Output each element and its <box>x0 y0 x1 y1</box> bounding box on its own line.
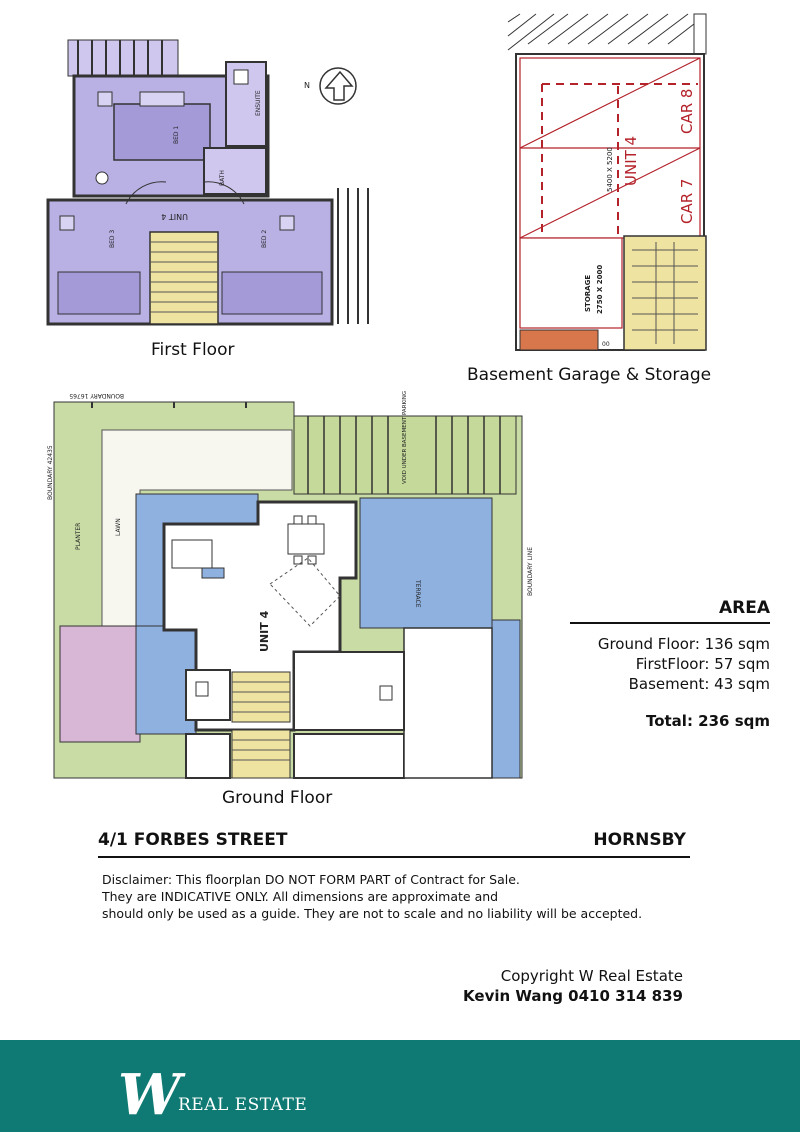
street-address: 4/1 FORBES STREET <box>98 830 288 850</box>
disclaimer-line: Disclaimer: This floorplan DO NOT FORM PART of Contract for Sale. <box>102 872 520 887</box>
brand-name: REAL ESTATE <box>178 1095 308 1115</box>
bed1-label: BED 1 <box>173 125 180 144</box>
total-area: Total: 236 sqm <box>645 712 770 730</box>
bath-label: BATH <box>219 170 226 186</box>
suburb: HORNSBY <box>593 830 686 850</box>
boundary-left-label: BOUNDARY 42435 <box>47 445 54 500</box>
brand-logo-mark: W <box>118 1062 177 1128</box>
planter-label: PLANTER <box>75 522 82 550</box>
ensuite-label: ENSUITE <box>255 90 262 116</box>
first-floor-caption: First Floor <box>151 340 235 360</box>
disclaimer-line: should only be used as a guide. They are not to scale and no liability will be accepted. <box>102 906 643 921</box>
basement-unit-label: UNIT 4 <box>622 135 640 186</box>
north-label: N <box>304 81 310 90</box>
first-floor-area: FirstFloor: 57 sqm <box>635 655 770 673</box>
copyright-text: Copyright W Real Estate <box>500 967 683 985</box>
ground-floor-unit-label: UNIT 4 <box>258 610 271 652</box>
basement-caption: Basement Garage & Storage <box>467 365 712 385</box>
storage-label: STORAGE <box>584 274 592 312</box>
car7-label: CAR 7 <box>678 178 696 224</box>
ground-floor-caption: Ground Floor <box>222 788 333 808</box>
terrace-label: TERRACE <box>414 580 421 608</box>
boundary-right-label: BOUNDARY LINE <box>527 547 534 596</box>
first-floor-unit-label: UNIT 4 <box>161 212 188 221</box>
disclaimer <box>102 871 702 922</box>
copyright-block <box>463 966 683 1006</box>
basement-plan <box>508 14 718 350</box>
basement-corner-label: 00 <box>602 341 610 348</box>
lawn-label: LAWN <box>115 518 122 536</box>
garage-dims-label: 5400 X 5200 <box>606 147 614 192</box>
bed2-label: BED 2 <box>261 229 268 248</box>
bed3-label: BED 3 <box>109 229 116 248</box>
disclaimer-line: They are INDICATIVE ONLY. All dimensions are approximate and <box>102 889 499 904</box>
footer-banner <box>0 1040 800 1132</box>
first-floor-plan <box>44 36 380 328</box>
storage-dims-label: 2750 X 2000 <box>596 264 604 314</box>
area-title: AREA <box>570 598 770 624</box>
car8-label: CAR 8 <box>678 88 696 134</box>
ground-floor-plan <box>46 390 534 782</box>
area-summary <box>570 598 770 730</box>
basement-area: Basement: 43 sqm <box>628 675 770 693</box>
ground-floor-area: Ground Floor: 136 sqm <box>597 635 770 653</box>
void-label: VOID UNDER BASEMENT PARKING <box>402 390 408 484</box>
address-row <box>98 830 690 858</box>
boundary-top-label: BOUNDARY 16765 <box>69 392 124 399</box>
agent-contact: Kevin Wang 0410 314 839 <box>463 987 683 1005</box>
